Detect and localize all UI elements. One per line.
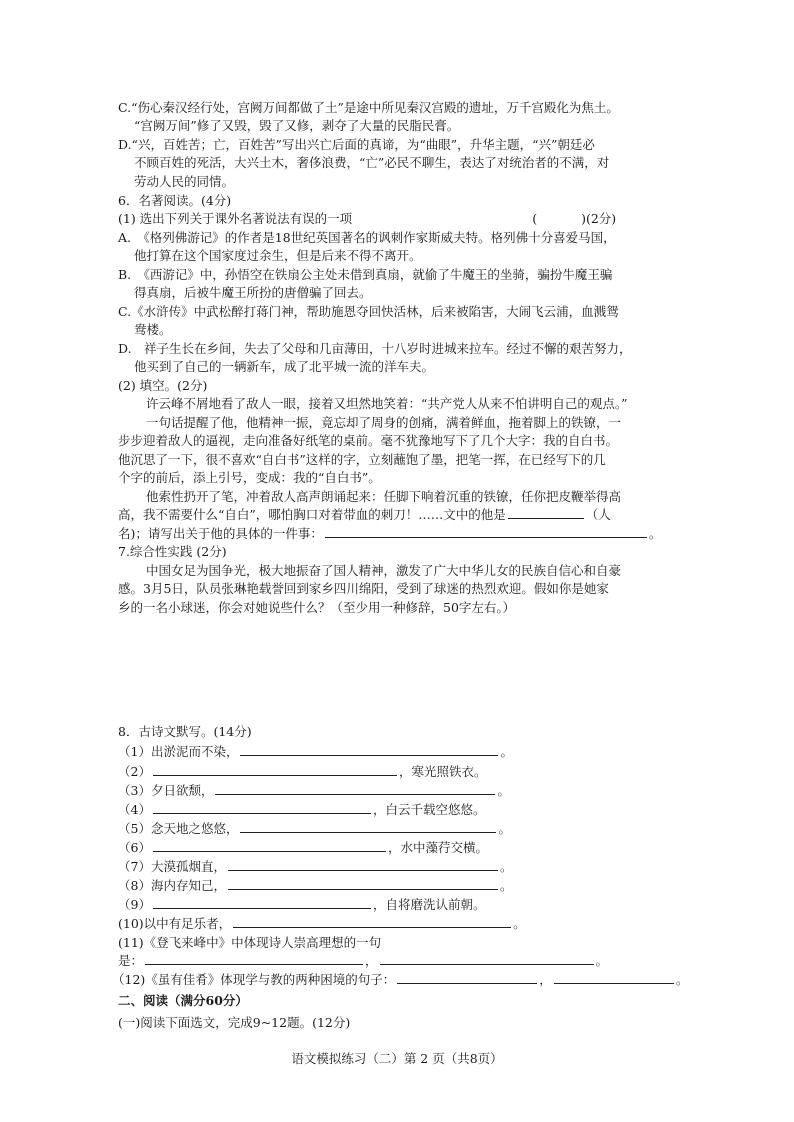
q6-option-d-line2: 他买到了自己的一辆新车，成了北平城一流的洋车夫。 bbox=[134, 359, 435, 374]
q8-item-2-text: ，寒光照铁衣。 bbox=[398, 764, 487, 779]
q8-item-7 bbox=[118, 858, 678, 876]
q8-item-8-period: 。 bbox=[499, 878, 513, 893]
q6-1-paren-close: )(2分) bbox=[581, 211, 617, 226]
q8-item-1 bbox=[118, 743, 678, 761]
q6-passage-p2-line2: 步步迎着敌人的逼视，走向准备好纸笔的桌前。毫不犹豫地写下了几个大字：我的自白书。 bbox=[118, 433, 619, 448]
q6-passage-p2-line4: 个字的前后，添上引号，变成：我的“自白书”。 bbox=[118, 470, 381, 485]
q8-item-9 bbox=[118, 896, 678, 914]
q8-item-6-text: ，水中藻荇交横。 bbox=[387, 840, 488, 855]
q6-1-stem-text: (1) 选出下列关于课外名著说法有误的一项 bbox=[118, 211, 353, 226]
q8-item-11-line1: (11)《登飞来峰中》中体现诗人崇高理想的一句 bbox=[118, 935, 382, 950]
q6-event-blank[interactable] bbox=[325, 525, 647, 538]
q7-title: 7.综合性实践 (2分) bbox=[118, 544, 227, 559]
q8-item-11-comma: ， bbox=[365, 953, 378, 968]
q6-passage-p2-line3: 他沉思了一下，很不喜欢“自白书”这样的字，立刻蘸饱了墨，把笔一挥，在已经写下的几 bbox=[118, 452, 606, 467]
q8-item-11-line2 bbox=[118, 952, 678, 970]
q8-item-5-period: 。 bbox=[498, 821, 511, 836]
q8-item-2 bbox=[118, 763, 678, 781]
q6-passage-p2-line1: 一句话提醒了他，他精神一振，竟忘却了周身的创痛，满着鲜血，拖着脚上的铁镣，一 bbox=[146, 415, 622, 430]
q8-item-5-blank[interactable] bbox=[240, 820, 496, 833]
q6-2-stem: (2) 填空。(2分) bbox=[118, 378, 208, 393]
q5-option-c-line1: C.“伤心秦汉经行处，宫阙万间都做了土”是途中所见秦汉宫殿的遗址，万千宫殿化为焦土。 bbox=[118, 100, 619, 115]
q8-item-11-period: 。 bbox=[595, 953, 609, 968]
q6-event-period: 。 bbox=[648, 526, 662, 541]
q8-item-8-text: （8）海内存知己， bbox=[118, 878, 226, 893]
q8-item-7-period: 。 bbox=[499, 859, 513, 874]
q5-option-d-line2: 不顾百姓的死活，大兴土木，奢侈浪费，“亡”必民不聊生，表达了对统治者的不满，对 bbox=[134, 155, 610, 170]
q6-option-c-line1: C.《水浒传》中武松醉打蒋门神，帮助施恩夺回快活林，后来被陷害，大闹飞云浦，血溅鸳 bbox=[118, 304, 619, 319]
q6-event-line bbox=[118, 525, 678, 543]
q8-item-4-blank[interactable] bbox=[153, 801, 371, 814]
q6-1-paren-open: ( bbox=[532, 211, 538, 226]
q8-item-12-comma: ， bbox=[539, 972, 552, 987]
q8-item-3-text: （3）夕日欲颓， bbox=[118, 783, 214, 798]
q8-item-10-period: 。 bbox=[513, 916, 526, 931]
q8-item-3-period: 。 bbox=[497, 783, 510, 798]
q8-item-12-text: （12)《虽有佳肴》体现学与教的两种困境的句子： bbox=[112, 972, 396, 987]
q8-item-11-prefix: 是： bbox=[118, 953, 144, 968]
q6-option-c-line2: 鸯楼。 bbox=[134, 322, 172, 337]
q6-1-stem bbox=[118, 210, 678, 228]
q6-option-a-line1: A. 《格列佛游记》的作者是18世纪英国著名的讽刺作家斯威夫特。格列佛十分喜爱马国， bbox=[118, 230, 616, 245]
q8-item-12-blank-b[interactable] bbox=[554, 971, 674, 984]
page-footer: 语文模拟练习（二）第 2 页（共8页） bbox=[291, 1051, 503, 1066]
q5-option-c-line2: “宫阙万间”修了又毁，毁了又修，剥夺了大量的民脂民膏。 bbox=[134, 118, 460, 133]
q8-item-9-text: ，自将磨洗认前朝。 bbox=[372, 897, 486, 912]
q6-passage-p3-line1: 他索性扔开了笔，冲着敌人高声朗诵起来：任脚下响着沉重的铁镣，任你把皮鞭举得高 bbox=[146, 489, 622, 504]
q8-item-6-blank[interactable] bbox=[153, 839, 386, 852]
q6-event-prompt: 名)；请写出关于他的具体的一件事： bbox=[118, 526, 323, 541]
q8-item-10-text: (10)以中有足乐者， bbox=[118, 916, 232, 931]
q5-option-d-line3: 劳动人民的同情。 bbox=[134, 174, 235, 189]
q8-item-12-blank-a[interactable] bbox=[397, 971, 537, 984]
q8-item-12 bbox=[112, 971, 702, 989]
q8-item-5 bbox=[118, 820, 678, 838]
q7-passage-line3: 乡的一名小球迷，你会对她说些什么？（至少用一种修辞，50字左右。） bbox=[118, 600, 516, 615]
q8-item-6-num: （6） bbox=[118, 840, 151, 855]
q8-item-3 bbox=[118, 782, 678, 800]
q8-item-10 bbox=[118, 915, 678, 933]
q7-passage-line2: 感。3月5日，队员张琳艳载誉回到家乡四川绵阳，受到了球迷的热烈欢迎。假如你是她家 bbox=[118, 581, 609, 596]
q8-item-8 bbox=[118, 877, 678, 895]
q8-item-5-text: （5）念天地之悠悠， bbox=[118, 821, 239, 836]
q8-item-2-num: （2） bbox=[118, 764, 151, 779]
q6-passage-p1: 许云峰不屑地看了敌人一眼，接着又坦然地笑着：“共产党人从来不怕讲明自己的观点。” bbox=[146, 396, 628, 411]
section-2-heading: 二、阅读（满分60分） bbox=[118, 993, 248, 1008]
q6-option-a-line2: 他打算在这个国家度过余生，但是后来不得不离开。 bbox=[134, 248, 422, 263]
q8-item-7-text: （7）大漠孤烟直， bbox=[118, 859, 226, 874]
q8-item-9-num: （9） bbox=[118, 897, 151, 912]
q7-passage-line1: 中国女足为国争光，极大地振奋了国人精神，激发了广大中华儿女的民族自信心和自豪 bbox=[146, 563, 622, 578]
q6-option-b-line2: 得真扇，后被牛魔王所扮的唐僧骗了回去。 bbox=[134, 285, 372, 300]
q8-title: 8．古诗文默写。(14分) bbox=[118, 724, 252, 739]
q8-item-6 bbox=[118, 839, 678, 857]
q8-item-11-blank-b[interactable] bbox=[380, 952, 594, 965]
q6-passage-p3-text: 高，我不需要什么“自白”，哪怕胸口对着带血的刺刀！……文中的他是 bbox=[118, 507, 506, 522]
q8-item-1-text: （1）出淤泥而不染， bbox=[118, 744, 239, 759]
q6-option-b-line1: B. 《西游记》中，孙悟空在铁扇公主处未借到真扇，就偷了牛魔王的坐骑，骗扮牛魔王骗 bbox=[118, 267, 613, 282]
q8-item-2-blank[interactable] bbox=[153, 763, 397, 776]
q8-item-4-num: （4） bbox=[118, 802, 151, 817]
q8-item-1-period: 。 bbox=[500, 744, 513, 759]
q8-item-9-blank[interactable] bbox=[153, 896, 371, 909]
q8-item-3-blank[interactable] bbox=[215, 782, 495, 795]
q6-option-d-line1: D. 祥子生长在乡间，失去了父母和几亩薄田，十八岁时进城来拉车。经过不懈的艰苦努力， bbox=[118, 341, 632, 356]
q8-item-8-blank[interactable] bbox=[228, 877, 498, 890]
section-2-subheading: (一)阅读下面选文，完成9~12题。(12分) bbox=[118, 1015, 351, 1030]
q6-title: 6．名著阅读。(4分) bbox=[118, 193, 232, 208]
q7-answer-area[interactable] bbox=[118, 620, 678, 718]
q8-item-10-blank[interactable] bbox=[233, 915, 511, 928]
q8-item-4 bbox=[118, 801, 678, 819]
q8-item-7-blank[interactable] bbox=[228, 858, 498, 871]
q6-passage-p3-line2 bbox=[118, 506, 678, 524]
q8-item-1-blank[interactable] bbox=[240, 743, 498, 756]
q8-item-11-blank-a[interactable] bbox=[145, 952, 363, 965]
q8-item-12-period: 。 bbox=[675, 972, 689, 987]
q6-name-hint: （人 bbox=[585, 507, 611, 522]
q8-item-4-text: ，白云千载空悠悠。 bbox=[372, 802, 486, 817]
q6-name-blank[interactable] bbox=[508, 506, 584, 519]
q5-option-d-line1: D.“兴，百姓苦；亡，百姓苦”写出兴亡后面的真谛，为“曲眼”，升华主题，“兴”朝廷必 bbox=[118, 137, 595, 152]
